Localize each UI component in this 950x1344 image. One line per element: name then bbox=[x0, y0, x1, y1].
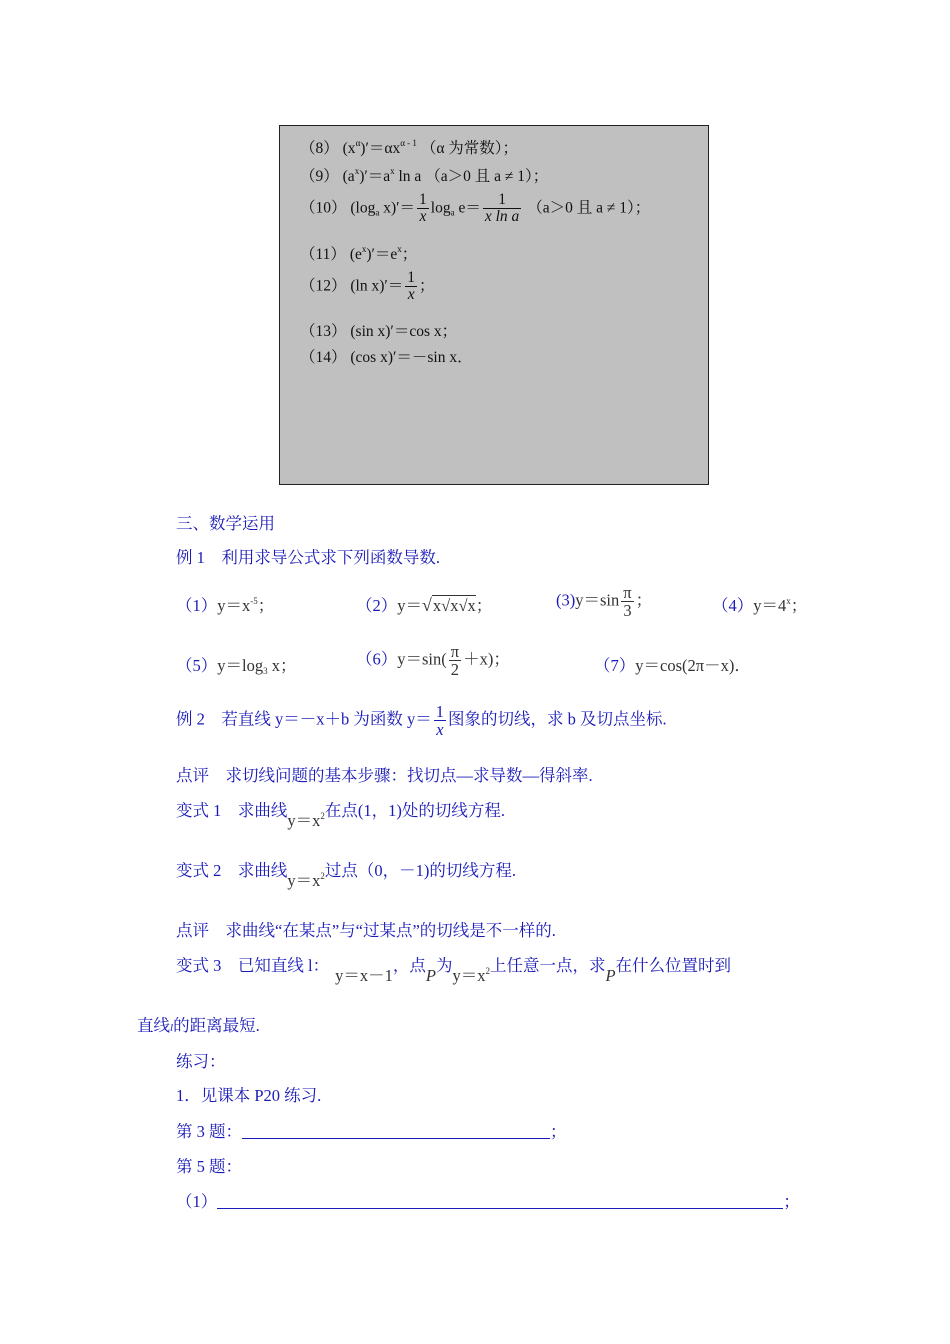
point-p: P bbox=[425, 966, 436, 985]
formula-mid: )′＝e bbox=[366, 246, 398, 263]
denominator: 3 bbox=[623, 601, 632, 621]
denominator: x bbox=[407, 286, 415, 304]
formula-rhs: ln a bbox=[394, 168, 422, 185]
expression: y＝sin( bbox=[397, 649, 447, 669]
sqrt-icon: √ bbox=[422, 595, 432, 615]
subscript: a bbox=[450, 207, 455, 218]
exponent: α - 1 bbox=[400, 138, 417, 148]
variant1-text: 在点(1，1)处的切线方程. bbox=[324, 801, 505, 820]
expression: y＝sin bbox=[575, 590, 620, 610]
fraction bbox=[449, 643, 461, 679]
variant2-text: 过点（0，－1)的切线方程. bbox=[324, 861, 516, 880]
part-label: （5） bbox=[176, 656, 218, 675]
part-label: (3) bbox=[556, 590, 576, 610]
variant3-text: 变式 3 已知直线 l： bbox=[176, 956, 330, 975]
formula-number: （10） bbox=[300, 199, 347, 217]
terminator: ＋x)； bbox=[463, 649, 510, 669]
formula-mid: x)′＝ bbox=[379, 199, 416, 217]
example1-part3 bbox=[556, 584, 652, 620]
formula-note: （a＞0 且 a ≠ 1）； bbox=[527, 199, 651, 217]
line-equation: y＝x－1 bbox=[335, 966, 393, 985]
practice-item-1: 1．见课本 P20 练习. bbox=[176, 1086, 322, 1105]
formula-mid: )′＝αx bbox=[360, 140, 401, 157]
comment2: 点评 求曲线“在某点”与“过某点”的切线是不一样的. bbox=[176, 921, 556, 940]
exponent: x bbox=[786, 596, 791, 606]
formula-mid: )′＝a bbox=[359, 168, 391, 185]
exponent: 2 bbox=[320, 811, 325, 821]
terminator: ； bbox=[257, 596, 275, 615]
formula-mid: e＝ bbox=[454, 199, 481, 217]
denominator: 2 bbox=[450, 660, 460, 680]
numerator: 1 bbox=[435, 702, 444, 721]
fraction bbox=[417, 192, 429, 226]
formula-text: (sin x)′＝cos x； bbox=[350, 323, 458, 340]
numerator: 1 bbox=[419, 191, 427, 208]
example1-part5 bbox=[176, 652, 296, 676]
example1-part2 bbox=[356, 592, 492, 616]
formula-13 bbox=[300, 319, 457, 341]
part-label: （2） bbox=[356, 596, 398, 615]
formula-lhs: (ln x)′＝ bbox=[350, 277, 404, 295]
formula-12 bbox=[300, 270, 435, 304]
answer-blank[interactable] bbox=[242, 1124, 550, 1139]
example2-text: 例 2 若直线 y＝－x＋b 为函数 y＝ bbox=[176, 709, 432, 729]
example1-part7 bbox=[594, 652, 751, 676]
formula-11 bbox=[300, 242, 417, 264]
curve-expression bbox=[452, 966, 490, 985]
variant3-text: 为 bbox=[435, 956, 453, 975]
formula-lhs: (x bbox=[342, 140, 356, 157]
point-p: P bbox=[605, 966, 616, 985]
subscript: 3 bbox=[263, 666, 268, 676]
formula-14 bbox=[300, 345, 473, 367]
variant3-text: 的距离最短. bbox=[173, 1016, 260, 1035]
variant2 bbox=[176, 857, 516, 890]
formula-note: ； bbox=[401, 246, 418, 263]
fraction bbox=[405, 270, 417, 304]
formula-number: （12） bbox=[300, 277, 347, 295]
part-label: （6） bbox=[356, 649, 398, 669]
example1-part1 bbox=[176, 592, 274, 616]
expression: y＝4 bbox=[753, 596, 787, 615]
formula-note: （a＞0 且 a ≠ 1）； bbox=[425, 168, 549, 185]
terminator: x； bbox=[267, 656, 297, 675]
exponent: x bbox=[390, 166, 395, 176]
formula-number: （11） bbox=[300, 246, 346, 263]
exponent: 2 bbox=[485, 966, 490, 976]
formula-mid: log bbox=[430, 199, 451, 217]
expression: y＝x bbox=[452, 966, 486, 985]
formula-lhs: (e bbox=[349, 246, 362, 263]
example2 bbox=[176, 703, 667, 739]
variant1 bbox=[176, 797, 505, 830]
variant2-text: 变式 2 求曲线 bbox=[176, 861, 288, 880]
expression: y＝x bbox=[217, 596, 251, 615]
question-3 bbox=[176, 1118, 567, 1142]
curve-expression bbox=[287, 811, 325, 830]
question-5: 第 5 题： bbox=[176, 1157, 242, 1176]
variant1-text: 变式 1 求曲线 bbox=[176, 801, 288, 820]
exponent: α bbox=[355, 138, 361, 148]
numerator: π bbox=[450, 642, 460, 661]
answer-blank[interactable] bbox=[217, 1194, 783, 1209]
terminator: ； bbox=[635, 590, 653, 610]
curve-expression bbox=[287, 871, 325, 890]
terminator: ； bbox=[783, 1192, 800, 1211]
variant3-text: 在什么位置时到 bbox=[615, 956, 732, 975]
part-label: （1） bbox=[176, 596, 218, 615]
example1-part4 bbox=[712, 592, 807, 616]
practice-title: 练习： bbox=[176, 1052, 226, 1071]
formula-8 bbox=[300, 136, 518, 158]
question-label: 第 3 题： bbox=[176, 1122, 242, 1141]
exponent: -5 bbox=[250, 596, 258, 606]
exponent: x bbox=[354, 166, 360, 176]
terminator: ； bbox=[475, 596, 493, 615]
fraction bbox=[434, 703, 446, 739]
fraction bbox=[621, 584, 633, 620]
exponent: 2 bbox=[320, 871, 325, 881]
radicand: x√x√x bbox=[432, 596, 476, 615]
formula-note: ； bbox=[419, 277, 435, 295]
comment1: 点评 求切线问题的基本步骤：找切点—求导数—得斜率. bbox=[176, 766, 593, 785]
exponent: x bbox=[361, 244, 367, 254]
variant3-continued bbox=[137, 1012, 260, 1036]
variant3-text: ，点 bbox=[392, 956, 426, 975]
part-label: （7） bbox=[594, 656, 636, 675]
exponent: x bbox=[397, 244, 402, 254]
terminator: ； bbox=[550, 1122, 567, 1141]
variant3-text: 上任意一点，求 bbox=[489, 956, 606, 975]
denominator: x bbox=[419, 208, 427, 226]
formula-lhs: (a bbox=[342, 168, 355, 185]
numerator: 1 bbox=[483, 192, 521, 209]
section-title: 三、数学运用 bbox=[176, 514, 275, 533]
formula-text: (cos x)′＝－sin x． bbox=[350, 349, 473, 366]
part-label: （1） bbox=[176, 1192, 218, 1211]
terminator: ； bbox=[790, 596, 808, 615]
denominator: x bbox=[436, 720, 444, 740]
formula-number: （8） bbox=[300, 140, 339, 157]
example2-text: 图象的切线，求 b 及切点坐标. bbox=[448, 709, 667, 729]
example1-part6 bbox=[356, 643, 510, 679]
line-l: l bbox=[170, 1022, 174, 1034]
expression: y＝x bbox=[287, 811, 321, 830]
part-label: （4） bbox=[712, 596, 754, 615]
numerator: π bbox=[623, 583, 632, 602]
fraction bbox=[483, 192, 521, 226]
numerator: 1 bbox=[407, 269, 416, 286]
subscript: a bbox=[375, 207, 380, 218]
expression: y＝cos(2π－x)． bbox=[635, 656, 751, 675]
formula-number: （14） bbox=[300, 349, 347, 366]
expression: y＝log bbox=[217, 656, 264, 675]
example1-title: 例 1 利用求导公式求下列函数导数. bbox=[176, 548, 440, 567]
formula-number: （13） bbox=[300, 323, 347, 340]
expression: y＝ bbox=[397, 596, 422, 615]
formula-note: （α 为常数）； bbox=[420, 140, 519, 157]
formula-10 bbox=[300, 192, 650, 226]
question-5-part-1 bbox=[176, 1188, 800, 1212]
variant3 bbox=[176, 952, 732, 985]
formula-lhs: (log bbox=[350, 199, 376, 217]
formula-9 bbox=[300, 164, 548, 186]
formula-number: （9） bbox=[300, 168, 339, 185]
formula-box bbox=[279, 125, 709, 485]
expression: y＝x bbox=[287, 871, 321, 890]
denominator: x ln a bbox=[484, 208, 520, 226]
variant3-text: 直线 bbox=[137, 1016, 170, 1035]
